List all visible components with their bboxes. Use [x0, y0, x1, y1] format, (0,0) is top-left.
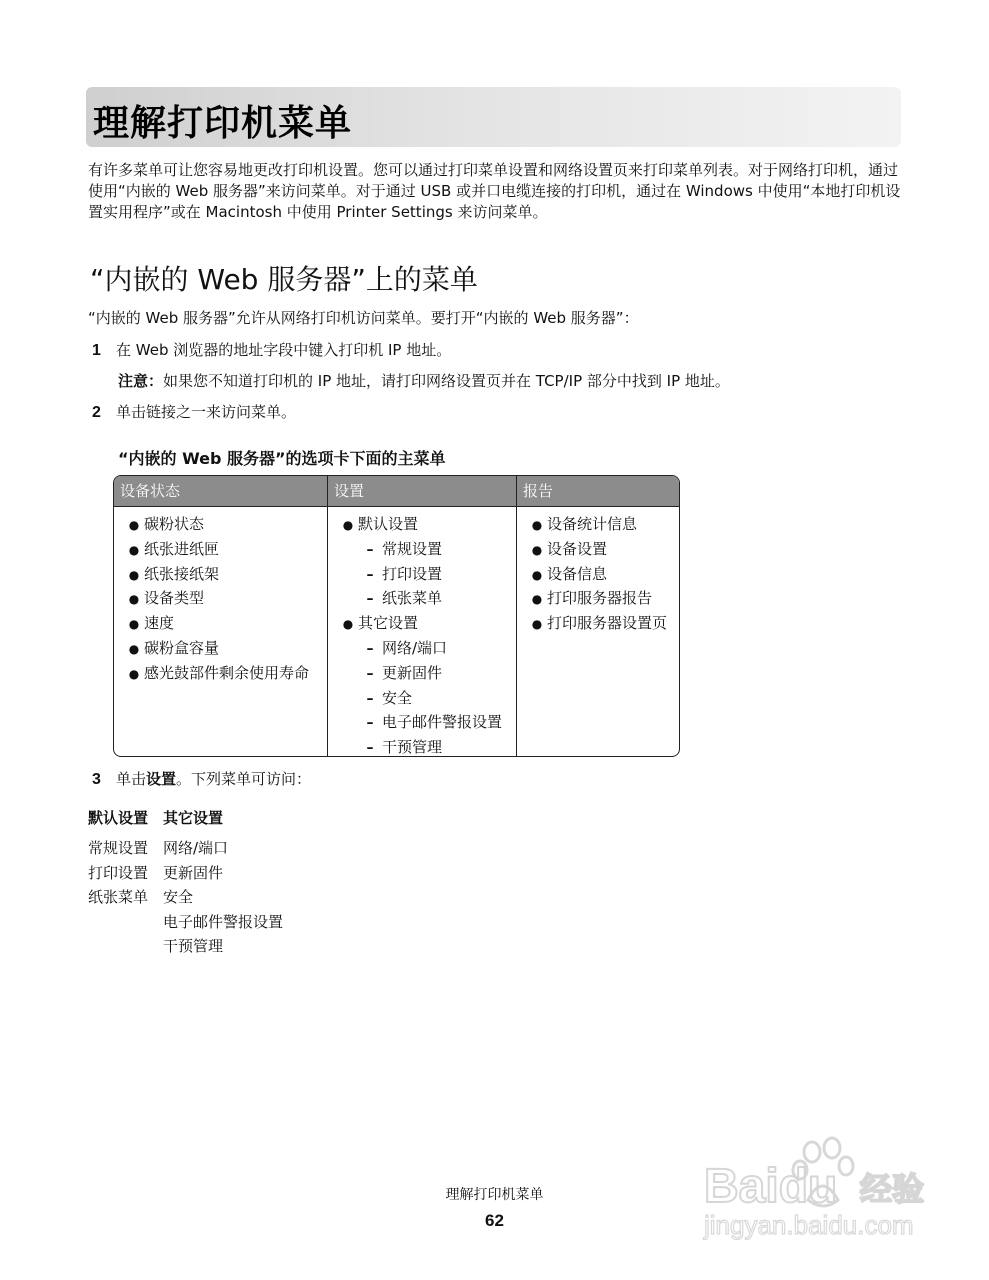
bullet-marker: ●: [128, 567, 140, 582]
intro-paragraph: 有许多菜单可让您容易地更改打印机设置。您可以通过打印菜单设置和网络设置页来打印菜单列表。对于网络打印机，通过使用“内嵌的 Web 服务器”来访问菜单。对于通过 USB 或并口电缆连接的打印机，通过在 Windows 中使用“本地打印机设置实用程序”或在 Macintosh 中使用 Printer Settings 来访问菜单。: [88, 161, 901, 221]
settings-list: [88, 806, 283, 959]
dash-marker: –: [366, 715, 374, 732]
cell: 网络/端口: [163, 839, 229, 857]
dash-marker: –: [366, 740, 374, 757]
bullet-marker: ●: [531, 567, 543, 582]
column-list: [124, 512, 327, 686]
list-item: [124, 562, 327, 587]
list-item-text: 网络/端口: [382, 638, 448, 657]
list-item-text: 其它设置: [358, 614, 419, 633]
list-item-text: 安全: [382, 688, 413, 707]
column-header: 设备状态: [114, 476, 327, 507]
list-item: [338, 636, 516, 661]
step-text: 单击链接之一来访问菜单。: [116, 403, 297, 421]
step-text-pre: 单击: [116, 770, 147, 788]
bullet-marker: ●: [531, 518, 543, 532]
list-item: [124, 537, 327, 562]
header-default-settings: 默认设置: [88, 809, 149, 827]
watermark-brand-cn: 经验: [860, 1170, 925, 1208]
header-other-settings: 其它设置: [163, 809, 224, 827]
list-item: [124, 636, 327, 661]
list-item: [124, 661, 327, 686]
list-item-text: 感光鼓部件剩余使用寿命: [144, 663, 310, 682]
list-item-text: 设备信息: [547, 564, 608, 583]
bullet-marker: ●: [128, 518, 140, 532]
list-item-text: 碳粉盒容量: [144, 638, 220, 657]
title-banner: [86, 87, 901, 147]
step-2: [92, 402, 296, 423]
step-number: 3: [92, 771, 101, 788]
step-1: [92, 340, 451, 361]
list-item-text: 打印服务器报告: [547, 589, 653, 608]
watermark-url: jingyan.baidu.com: [704, 1210, 914, 1240]
step-number: 2: [92, 404, 101, 421]
table-column-reports: [517, 476, 680, 756]
page-number: 62: [485, 1211, 504, 1230]
cell: 打印设置: [88, 863, 149, 882]
bullet-marker: ●: [342, 518, 354, 532]
list-item: [527, 537, 680, 562]
column-list: [527, 512, 680, 636]
watermark-brand: Baidu: [704, 1160, 838, 1213]
list-item: [338, 686, 516, 711]
cell: 电子邮件警报设置: [163, 912, 284, 931]
bullet-marker: ●: [531, 592, 543, 607]
list-item: [338, 661, 516, 686]
list-item-text: 默认设置: [358, 515, 419, 533]
table-column-device-status: [114, 476, 328, 756]
list-item-text: 干预管理: [382, 738, 443, 757]
dash-marker: –: [366, 566, 374, 583]
step-number: 1: [92, 342, 101, 359]
list-item: [338, 735, 516, 757]
list-item: [338, 586, 516, 611]
column-header: 报告: [517, 476, 680, 507]
section-title: “内嵌的 Web 服务器”上的菜单: [90, 263, 478, 296]
list-item-text: 常规设置: [382, 539, 443, 558]
settings-list-header: [88, 806, 283, 836]
dash-marker: –: [366, 690, 374, 707]
menu-table: [113, 475, 680, 757]
footer-title: 理解打印机菜单: [445, 1187, 544, 1203]
cell: 纸张菜单: [88, 888, 149, 907]
list-item: [338, 562, 516, 587]
cell: 安全: [163, 888, 194, 907]
list-item: [338, 512, 516, 537]
list-item: [338, 710, 516, 735]
bullet-marker: ●: [128, 617, 140, 632]
list-item-text: 设备统计信息: [547, 515, 638, 533]
list-item: [338, 537, 516, 562]
column-header: 设置: [328, 476, 516, 507]
list-item: [527, 611, 680, 636]
list-item: [338, 611, 516, 636]
table-title: “内嵌的 Web 服务器”的选项卡下面的主菜单: [118, 449, 446, 468]
dash-marker: –: [366, 665, 374, 682]
list-item: [527, 562, 680, 587]
section-intro: “内嵌的 Web 服务器”允许从网络打印机访问菜单。要打开“内嵌的 Web 服务器”：: [88, 309, 639, 327]
list-item-text: 打印服务器设置页: [547, 614, 668, 633]
cell: 更新固件: [163, 863, 224, 882]
list-item: [527, 512, 680, 537]
table-column-settings: [328, 476, 517, 756]
dash-marker: –: [366, 541, 374, 558]
list-item-text: 纸张菜单: [382, 589, 443, 608]
list-item-text: 设备设置: [547, 539, 608, 558]
note-label: 注意：: [118, 372, 164, 390]
bullet-marker: ●: [342, 617, 354, 632]
settings-list-row: [88, 910, 283, 935]
bullet-marker: ●: [531, 542, 543, 557]
list-item: [124, 512, 327, 537]
note: [118, 371, 730, 391]
step-text-bold: 设置: [146, 770, 177, 788]
list-item-text: 电子邮件警报设置: [382, 713, 503, 732]
settings-list-row: [88, 885, 283, 910]
bullet-marker: ●: [531, 617, 543, 632]
list-item-text: 纸张进纸匣: [144, 539, 220, 558]
cell: 干预管理: [163, 937, 224, 956]
list-item-text: 碳粉状态: [144, 515, 205, 533]
settings-list-row: [88, 836, 283, 861]
settings-list-row: [88, 934, 283, 959]
list-item-text: 速度: [144, 614, 175, 633]
list-item-text: 纸张接纸架: [144, 564, 220, 583]
bullet-marker: ●: [128, 542, 140, 557]
bullet-marker: ●: [128, 592, 140, 607]
page-title: 理解打印机菜单: [93, 102, 353, 144]
baidu-watermark-logo: [700, 1130, 940, 1250]
step-text: 在 Web 浏览器的地址字段中键入打印机 IP 地址。: [116, 341, 452, 359]
column-list: [338, 512, 516, 757]
step-3: [92, 769, 311, 790]
bullet-marker: ●: [128, 666, 140, 681]
list-item-text: 更新固件: [382, 663, 443, 682]
dash-marker: –: [366, 640, 374, 657]
list-item: [124, 586, 327, 611]
list-item-text: 设备类型: [144, 589, 205, 608]
bullet-marker: ●: [128, 641, 140, 656]
cell: 常规设置: [88, 839, 149, 857]
list-item: [527, 586, 680, 611]
dash-marker: –: [366, 591, 374, 608]
step-text-post: 。下列菜单可访问：: [176, 770, 312, 788]
list-item-text: 打印设置: [382, 564, 443, 583]
settings-list-row: [88, 861, 283, 886]
list-item: [124, 611, 327, 636]
note-text: 如果您不知道打印机的 IP 地址，请打印网络设置页并在 TCP/IP 部分中找到 IP 地址。: [163, 372, 730, 390]
